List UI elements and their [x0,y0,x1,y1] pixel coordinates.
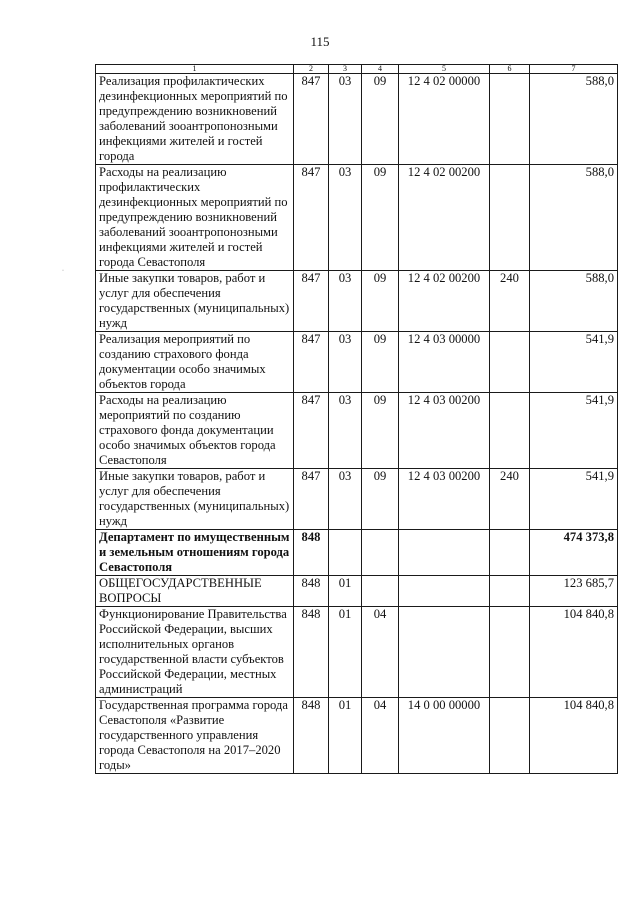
ved-code-cell: 848 [294,607,329,698]
expense-type-cell [490,576,530,607]
expense-type-cell [490,74,530,165]
amount-cell: 588,0 [530,165,618,271]
scan-mark: · [62,268,64,274]
expense-type-cell [490,393,530,469]
row-name-cell: Реализация профилактических дезинфекционных мероприятий по предупреждению возникновений заболеваний зооантропонозными инфекциями жителей и гостей города [96,74,294,165]
subsection-code-cell [362,530,399,576]
subsection-code-cell: 09 [362,74,399,165]
table-row [96,74,618,165]
row-name-cell: Расходы на реализацию профилактических дезинфекционных мероприятий по предупреждению возникновений заболеваний зооантропонозными инфекциями жителей и гостей города Севастополя [96,165,294,271]
target-article-cell: 12 4 02 00200 [399,271,490,332]
table-row [96,393,618,469]
expense-type-cell: 240 [490,469,530,530]
amount-cell: 541,9 [530,332,618,393]
table-row [96,576,618,607]
ved-code-cell: 847 [294,165,329,271]
target-article-cell: 12 4 02 00200 [399,165,490,271]
target-article-cell: 14 0 00 00000 [399,698,490,774]
subsection-code-cell: 09 [362,271,399,332]
row-name-cell: Расходы на реализацию мероприятий по созданию страхового фонда документации особо значимых объектов города Севастополя [96,393,294,469]
section-code-cell: 03 [329,165,362,271]
target-article-cell: 12 4 03 00000 [399,332,490,393]
target-article-cell: 12 4 03 00200 [399,393,490,469]
row-name-cell: Иные закупки товаров, работ и услуг для обеспечения государственных (муниципальных) нужд [96,271,294,332]
col-header: 6 [490,65,530,74]
table-row [96,530,618,576]
row-name-cell: Департамент по имущественным и земельным отношениям города Севастополя [96,530,294,576]
section-code-cell: 03 [329,469,362,530]
row-name-cell: Функционирование Правительства Российской Федерации, высших исполнительных органов государственной власти субъектов Российской Федерации, местных администраций [96,607,294,698]
table-row [96,607,618,698]
expense-type-cell [490,530,530,576]
subsection-code-cell: 09 [362,393,399,469]
ved-code-cell: 847 [294,332,329,393]
section-code-cell [329,530,362,576]
target-article-cell [399,607,490,698]
target-article-cell [399,530,490,576]
ved-code-cell: 848 [294,530,329,576]
column-number-row [96,65,618,74]
section-code-cell: 01 [329,607,362,698]
target-article-cell: 12 4 02 00000 [399,74,490,165]
ved-code-cell: 847 [294,271,329,332]
section-code-cell: 01 [329,576,362,607]
amount-cell: 104 840,8 [530,607,618,698]
ved-code-cell: 847 [294,74,329,165]
row-name-cell: Реализация мероприятий по созданию страхового фонда документации особо значимых объектов города [96,332,294,393]
target-article-cell [399,576,490,607]
expense-type-cell [490,332,530,393]
subsection-code-cell: 09 [362,469,399,530]
subsection-code-cell: 09 [362,332,399,393]
ved-code-cell: 848 [294,698,329,774]
target-article-cell: 12 4 03 00200 [399,469,490,530]
amount-cell: 588,0 [530,74,618,165]
ved-code-cell: 847 [294,469,329,530]
col-header: 3 [329,65,362,74]
table-row [96,165,618,271]
table-row [96,469,618,530]
section-code-cell: 03 [329,271,362,332]
subsection-code-cell: 04 [362,607,399,698]
section-code-cell: 03 [329,393,362,469]
amount-cell: 474 373,8 [530,530,618,576]
expense-type-cell [490,698,530,774]
page-number: 115 [310,34,330,49]
col-header: 7 [530,65,618,74]
expense-type-cell [490,165,530,271]
row-name-cell: ОБЩЕГОСУДАРСТВЕННЫЕ ВОПРОСЫ [96,576,294,607]
col-header: 4 [362,65,399,74]
section-code-cell: 01 [329,698,362,774]
ved-code-cell: 847 [294,393,329,469]
col-header: 1 [96,65,294,74]
subsection-code-cell [362,576,399,607]
subsection-code-cell: 04 [362,698,399,774]
col-header: 5 [399,65,490,74]
col-header: 2 [294,65,329,74]
amount-cell: 541,9 [530,469,618,530]
section-code-cell: 03 [329,332,362,393]
amount-cell: 123 685,7 [530,576,618,607]
amount-cell: 588,0 [530,271,618,332]
budget-table [95,64,618,774]
amount-cell: 541,9 [530,393,618,469]
table-row [96,271,618,332]
row-name-cell: Государственная программа города Севастополя «Развитие государственного управления города Севастополя на 2017–2020 годы» [96,698,294,774]
subsection-code-cell: 09 [362,165,399,271]
amount-cell: 104 840,8 [530,698,618,774]
expense-type-cell [490,607,530,698]
expense-type-cell: 240 [490,271,530,332]
section-code-cell: 03 [329,74,362,165]
row-name-cell: Иные закупки товаров, работ и услуг для обеспечения государственных (муниципальных) нужд [96,469,294,530]
table-row [96,698,618,774]
ved-code-cell: 848 [294,576,329,607]
table-row [96,332,618,393]
